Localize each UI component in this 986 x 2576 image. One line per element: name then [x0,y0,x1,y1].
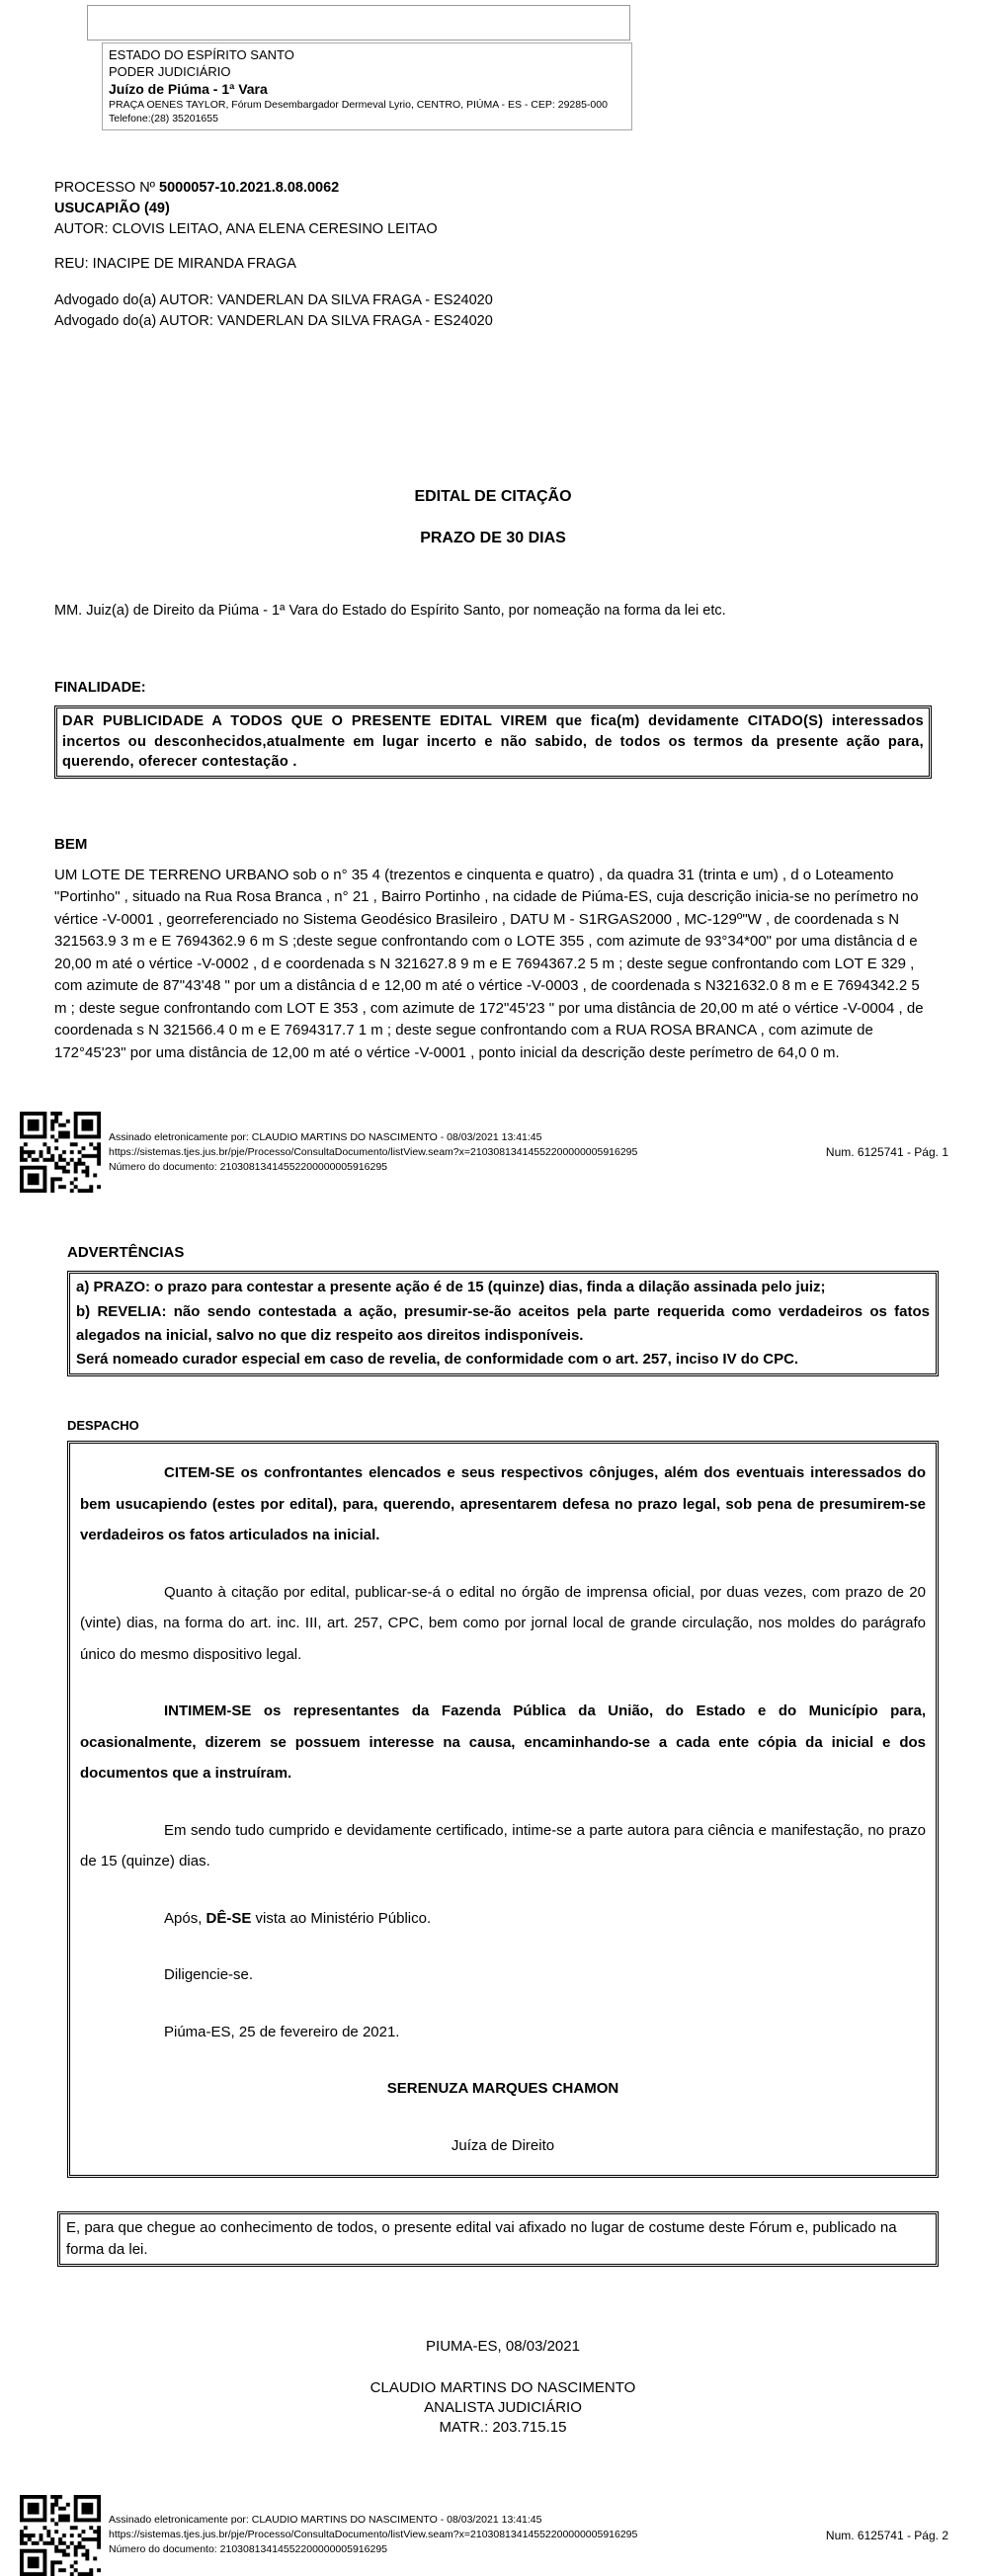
judge-title: Juíza de Direito [451,2136,555,2154]
document-number-line: Número do documento: 21030813414552200000005916295 [109,1160,387,1173]
advertencia-item: a) PRAZO: o prazo para contestar a presente ação é de 15 (quinze) dias, finda a dilação assinada pelo juiz; [76,1279,826,1296]
signer-matricula: MATR.: 203.715.15 [439,2418,567,2436]
advertencias-label: ADVERTÊNCIAS [67,1244,185,1262]
process-number: 5000057-10.2021.8.08.0062 [159,180,340,196]
qr-code-icon [20,2495,101,2576]
court-header [102,42,632,130]
despacho-label: DESPACHO [67,1418,139,1434]
finalidade-label: FINALIDADE: [54,680,146,696]
case-author: AUTOR: CLOVIS LEITAO, ANA ELENA CERESINO LEITAO [54,221,438,237]
process-label: PROCESSO Nº [54,180,160,196]
page1-content [54,178,932,1064]
header-branch: PODER JUDICIÁRIO [109,64,231,79]
qr-code-icon [20,1112,101,1193]
page2-content [67,1244,939,2438]
header-state: ESTADO DO ESPÍRITO SANTO [109,47,294,62]
despacho-paragraph: Em sendo tudo cumprido e devidamente certificado, intime-se a parte autora para ciência e manifestação, no prazo de 15 (quinze) dias. [80,1821,926,1870]
despacho-paragraph: Diligencie-se. [164,1966,254,1984]
finalidade-box: DAR PUBLICIDADE A TODOS QUE O PRESENTE EDITAL VIREM que fica(m) devidamente CITADO(S) interessados incertos ou desconhecidos,atualmente em lugar incerto e não sabido, de todos os termos da presente ação para, querendo, oferecer contestação . [54,706,932,779]
header-address: PRAÇA OENES TAYLOR, Fórum Desembargador Dermeval Lyrio, CENTRO, PIÚMA - ES - CEP: 29285-000 [109,99,608,111]
despacho-paragraph: INTIMEM-SE os representantes da Fazenda Pública da União, do Estado e do Município para, ocasionalmente, dizerem se possuem interesse na causa, encaminhando-se a cada ente cópia da inicial e dos documentos que a instruíram. [80,1703,926,1783]
signature-block [109,1130,816,1175]
case-defendant: REU: INACIPE DE MIRANDA FRAGA [54,256,296,272]
judge-name: SERENUZA MARQUES CHAMON [386,2080,619,2098]
closing-date: PIUMA-ES, 08/03/2021 [426,2337,580,2355]
despacho-paragraph: Após, DÊ-SE vista ao Ministério Público. [164,1909,432,1927]
header-phone: Telefone:(28) 35201655 [109,113,218,125]
page1-footer [20,1112,948,1193]
advertencia-item: Será nomeado curador especial em caso de revelia, de conformidade com o art. 257, inciso IV do CPC. [76,1351,799,1369]
edital-title: EDITAL DE CITAÇÃO [414,488,572,505]
lawyer-line: Advogado do(a) AUTOR: VANDERLAN DA SILVA FRAGA - ES24020 [54,313,493,329]
closing-box: E, para que chegue ao conhecimento de todos, o presente edital vai afixado no lugar de costume deste Fórum e, publicado na forma da lei. [57,2211,939,2267]
verification-url: https://sistemas.tjes.jus.br/pje/Processo/ConsultaDocumento/listView.seam?x=21030813414552200000005916295 [109,2529,638,2541]
signer-name: CLAUDIO MARTINS DO NASCIMENTO [370,2378,636,2396]
judge-intro-line: MM. Juiz(a) de Direito da Piúma - 1ª Vara do Estado do Espírito Santo, por nomeação na forma da lei etc. [54,603,726,619]
despacho-paragraph: CITEM-SE os confrontantes elencados e seus respectivos cônjuges, além dos eventuais interessados do bem usucapiendo (estes por edital), para, querendo, apresentarem defesa no prazo legal, sob pena de presumirem-se verdadeiros os fatos articulados na inicial. [80,1464,926,1544]
header-court: Juízo de Piúma - 1ª Vara [109,81,268,97]
page-number: Num. 6125741 - Pág. 1 [825,1145,948,1160]
signed-by-line: Assinado eletronicamente por: CLAUDIO MARTINS DO NASCIMENTO - 08/03/2021 13:41:45 [109,1130,542,1143]
bem-description: UM LOTE DE TERRENO URBANO sob o n° 35 4 (trezentos e cinquenta e quatro) , da quadra 31 (trinta e um) , d o Loteamento "Portinho" , situado na Rua Rosa Branca , n° 21 , Bairro Portinho , na cidade de Piúma-ES, cuja descrição inicia-se no perímetro no vértice -V-0001 , georreferenciado no Sistema Geodésico Brasileiro , DATU M - S1RGAS2000 , MC-129º"W , de coordenada s N 321563.9 3 m e E 7694362.9 6 m S ;deste segue confrontando com o LOTE 355 , com azimute de 93°34*00" por uma distância d e 20,00 m até o vértice -V-0002 , d e coordenada s N 321627.8 9 m e E 7694367.2 5 m ; deste segue confrontando com LOT E 329 , com azimute de 87"43'48 " por um a distância d e 12,00 m até o vértice -V-0003 , de coordenada s N321632.0 8 m e E 7694342.2 5 m ; deste segue confrontando com LOT E 353 , com azimute de 172"45'23 " por uma distância de 20,00 m até o vértice -V-0004 , de coordenada s N 321566.4 0 m e E 7694317.7 1 m ; deste segue confrontando com a RUA ROSA BRANCA , com azimute de 172°45'23" por uma distância de 12,00 m até o vértice -V-0001 , ponto inicial da descrição deste perímetro de 64,0 0 m. [54,866,924,1061]
despacho-box [67,1441,939,2178]
verification-url: https://sistemas.tjes.jus.br/pje/Processo/ConsultaDocumento/listView.seam?x=21030813414552200000005916295 [109,1145,638,1158]
advertencia-item: b) REVELIA: não sendo contestada a ação, presumir-se-ão aceitos pela parte requerida como verdadeiros os fatos alegados na inicial, salvo no que diz respeito aos direitos indisponíveis. [76,1302,930,1344]
lawyer-line: Advogado do(a) AUTOR: VANDERLAN DA SILVA FRAGA - ES24020 [54,292,493,308]
page2-footer [20,2495,948,2576]
despacho-date: Piúma-ES, 25 de fevereiro de 2021. [164,2023,400,2040]
header-logo-placeholder [87,5,630,41]
document-number-line: Número do documento: 21030813414552200000005916295 [109,2543,387,2556]
signature-block [109,2513,816,2557]
despacho-paragraph: Quanto à citação por edital, publicar-se-á o edital no órgão de imprensa oficial, por duas vezes, com prazo de 20 (vinte) dias, na forma do art. inc. III, art. 257, CPC, bem como por jornal local de grande circulação, nos moldes do parágrafo único do mesmo dispositivo legal. [80,1583,926,1663]
bem-label: BEM [54,835,88,853]
signer-block [67,2378,939,2438]
page-number: Num. 6125741 - Pág. 2 [825,2528,948,2542]
edital-subtitle: PRAZO DE 30 DIAS [420,530,566,546]
signer-role: ANALISTA JUDICIÁRIO [424,2398,582,2416]
case-class: USUCAPIÃO (49) [54,201,170,216]
signed-by-line: Assinado eletronicamente por: CLAUDIO MARTINS DO NASCIMENTO - 08/03/2021 13:41:45 [109,2514,542,2527]
process-number-line [54,178,932,199]
advertencias-box [67,1271,939,1376]
